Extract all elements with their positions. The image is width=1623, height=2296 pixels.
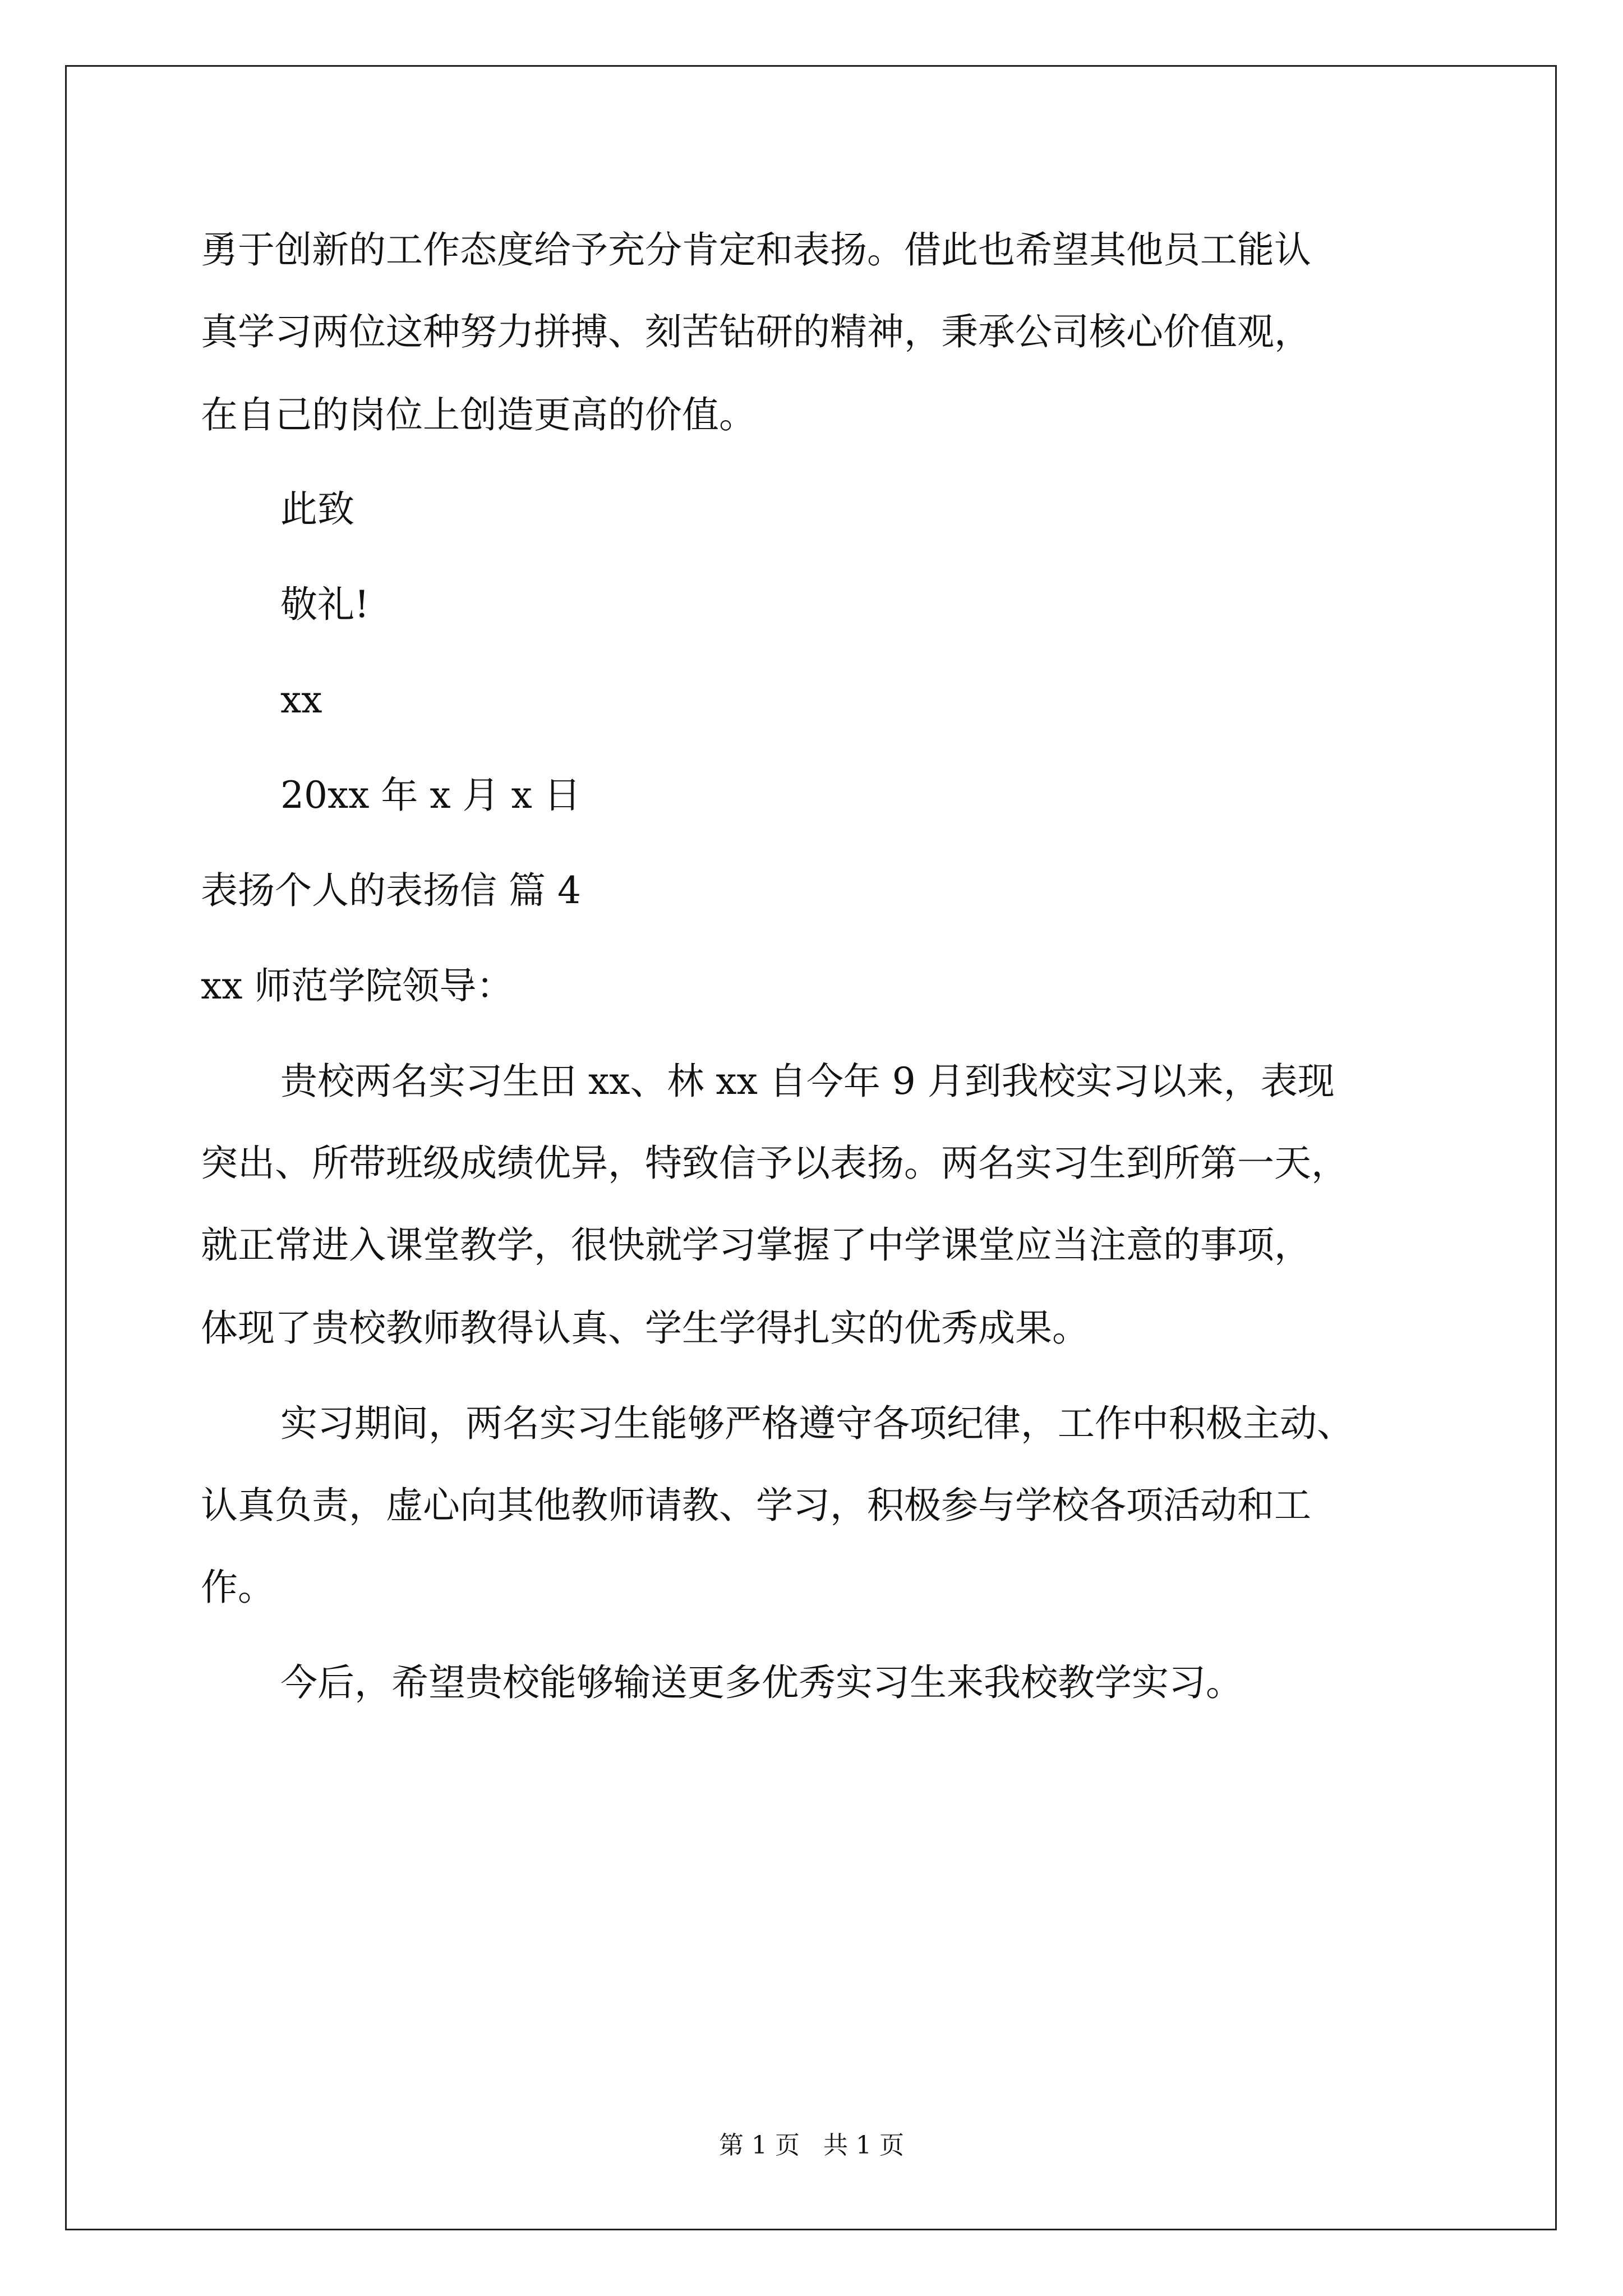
date-text: 20xx 年 x 月 x 日	[280, 774, 581, 817]
paragraph-2-line-3: 就正常进入课堂教学，很快就学习掌握了中学课堂应当注意的事项，	[201, 1223, 1311, 1267]
paragraph-2-line-2: 突出、所带班级成绩优异，特致信予以表扬。两名实习生到所第一天，	[201, 1142, 1348, 1185]
paragraph-1-line-1: 勇于创新的工作态度给予充分肯定和表扬。借此也希望其他员工能认	[201, 228, 1311, 272]
paragraph-3-line-3: 作。	[201, 1566, 275, 1609]
closing-text: 此致	[280, 487, 354, 531]
paragraph-4-line-1: 今后，希望贵校能够输送更多优秀实习生来我校教学实习。	[280, 1661, 1243, 1704]
signature-text: xx	[280, 678, 322, 721]
paragraph-1-line-2: 真学习两位这种努力拼搏、刻苦钻研的精神，秉承公司核心价值观，	[201, 310, 1311, 353]
paragraph-2-line-1: 贵校两名实习生田 xx、林 xx 自今年 9 月到我校实习以来，表现	[280, 1060, 1335, 1103]
paragraph-2-line-4: 体现了贵校教师教得认真、学生学得扎实的优秀成果。	[201, 1306, 1089, 1350]
section-heading: 表扬个人的表扬信 篇 4	[201, 869, 581, 912]
paragraph-3-line-2: 认真负责，虚心向其他教师请教、学习，积极参与学校各项活动和工	[201, 1484, 1311, 1527]
page-footer: 第 1 页 共 1 页	[719, 2131, 904, 2160]
salutation-text: 敬礼!	[280, 583, 370, 626]
paragraph-3-line-1: 实习期间，两名实习生能够严格遵守各项纪律，工作中积极主动、	[280, 1402, 1354, 1445]
addressee-text: xx 师范学院领导：	[201, 964, 514, 1007]
paragraph-1-line-3: 在自己的岗位上创造更高的价值。	[201, 393, 756, 436]
